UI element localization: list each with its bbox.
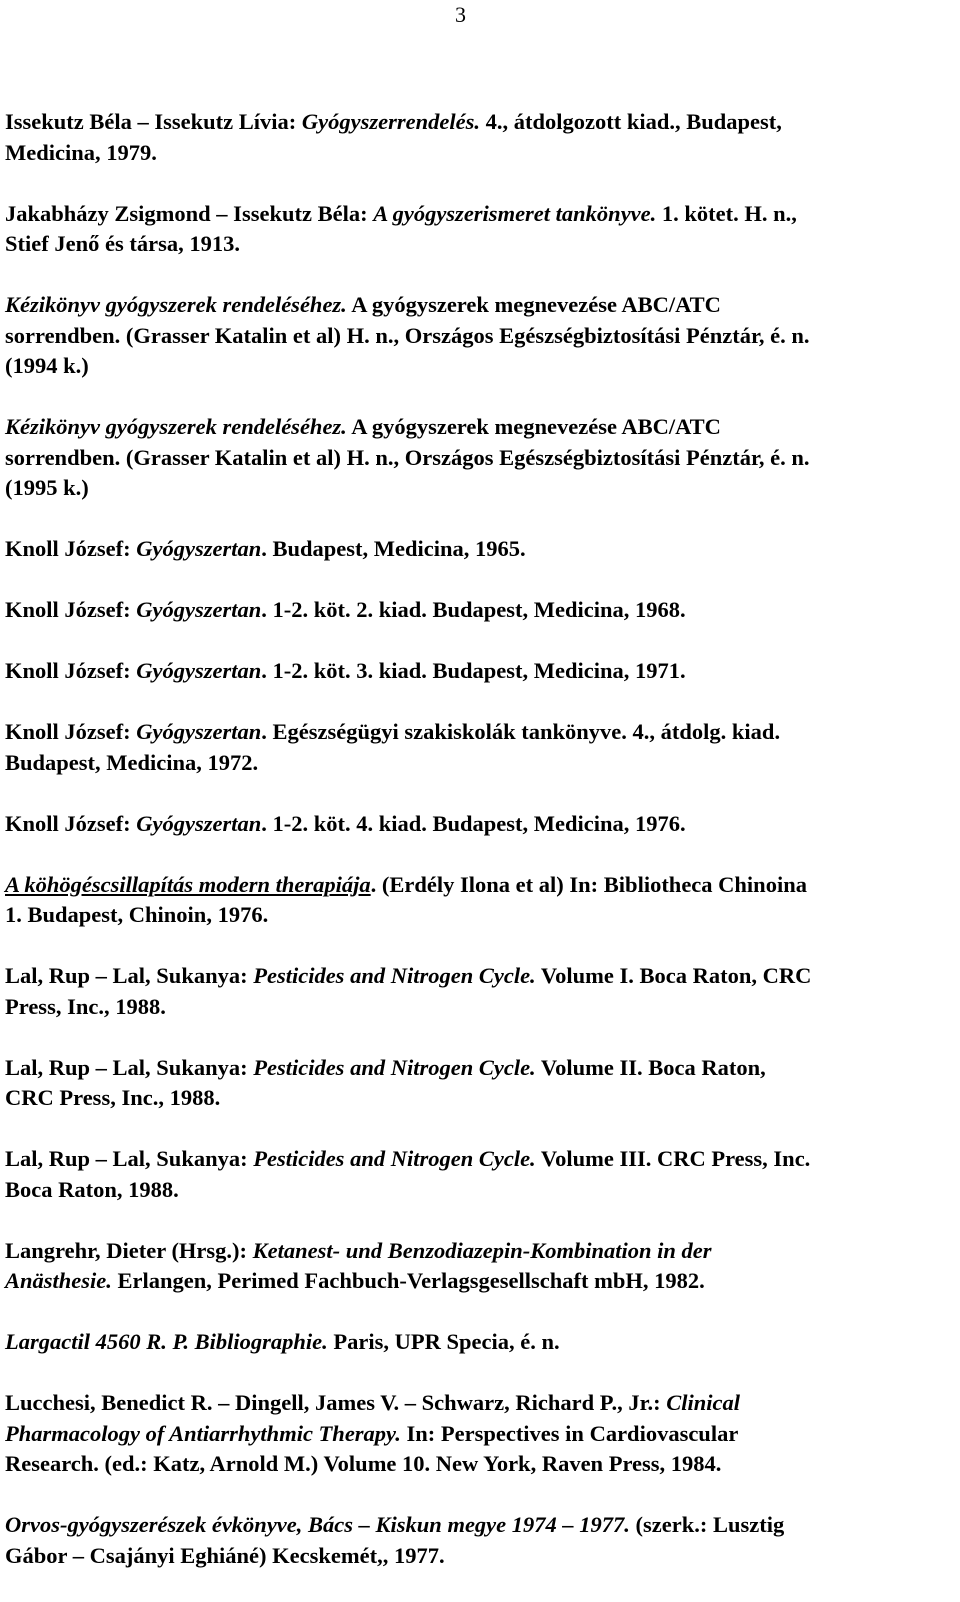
reference-entry xyxy=(5,1510,955,1571)
reference-text: Jakabházy Zsigmond – Issekutz Béla: xyxy=(5,200,374,226)
reference-text: . 1-2. köt. 2. kiad. Budapest, Medicina, 1968. xyxy=(261,597,686,622)
reference-entry xyxy=(5,1236,955,1297)
reference-text: Lucchesi, Benedict R. – Dingell, James V. – Schwarz, Richard P., Jr.: xyxy=(5,1390,667,1415)
page-number: 3 xyxy=(455,2,466,27)
reference-text: Erlangen, Perimed Fachbuch-Verlagsgesellschaft mbH, 1982. xyxy=(111,1268,705,1293)
reference-text: A köhögéscsillapítás modern therapiája xyxy=(5,871,371,897)
reference-text: Gyógyszertan xyxy=(136,810,262,836)
reference-text: Volume II. Boca Raton, CRC Press, Inc., 1988. xyxy=(5,1054,766,1110)
reference-text: Knoll József: xyxy=(5,719,137,744)
reference-text: 4., átdolgozott kiad., Budapest, Medicina, 1979. xyxy=(5,109,782,165)
reference-text: Paris, UPR Specia, é. n. xyxy=(327,1329,560,1354)
reference-text: Lal, Rup – Lal, Sukanya: xyxy=(5,1146,254,1171)
reference-text: Knoll József: xyxy=(5,810,137,836)
reference-text: Clinical Pharmacology of Antiarrhythmic Therapy. xyxy=(5,1390,741,1446)
reference-text: Kézikönyv gyógyszerek rendeléséhez. xyxy=(5,414,347,439)
reference-text: Largactil 4560 R. P. Bibliographie. xyxy=(5,1329,328,1354)
reference-entry xyxy=(5,199,955,260)
reference-text: Pesticides and Nitrogen Cycle. xyxy=(253,1146,536,1171)
reference-text: Knoll József: xyxy=(5,597,137,622)
reference-entry xyxy=(5,717,955,778)
reference-text: A gyógyszerismeret tankönyve. xyxy=(373,200,657,226)
reference-entry xyxy=(5,1053,955,1114)
reference-text: Gyógyszertan xyxy=(136,719,262,744)
reference-text: Ketanest- und Benzodiazepin-Kombination in der Anästhesie. xyxy=(5,1237,712,1293)
reference-text: Gyógyszertan xyxy=(136,658,262,683)
reference-text: . Budapest, Medicina, 1965. xyxy=(261,536,526,561)
reference-text: Orvos-gyógyszerészek évkönyve, Bács – Kiskun megye 1974 – 1977. xyxy=(5,1512,630,1537)
reference-text: . 1-2. köt. 3. kiad. Budapest, Medicina, 1971. xyxy=(261,658,686,683)
reference-text: Gyógyszertan xyxy=(136,536,262,561)
reference-entry xyxy=(5,595,955,626)
reference-text: Volume III. CRC Press, Inc. Boca Raton, 1988. xyxy=(5,1146,811,1202)
reference-text: Lal, Rup – Lal, Sukanya: xyxy=(5,1054,254,1080)
reference-text: Issekutz Béla – Issekutz Lívia: xyxy=(5,109,302,134)
reference-text: . (Erdély Ilona et al) In: Bibliotheca Chinoina 1. Budapest, Chinoin, 1976. xyxy=(5,871,807,927)
reference-text: Kézikönyv gyógyszerek rendeléséhez. xyxy=(5,292,347,317)
reference-text: Gyógyszertan xyxy=(136,597,262,622)
reference-text: Knoll József: xyxy=(5,658,137,683)
reference-text: . Egészségügyi szakiskolák tankönyve. 4., átdolg. kiad. Budapest, Medicina, 1972. xyxy=(5,719,781,775)
reference-text: A gyógyszerek megnevezése ABC/ATC sorrendben. (Grasser Katalin et al) H. n., Országos Egészségbiztosítási Pénztár, é. n. (1994 k.) xyxy=(5,292,810,378)
reference-text: In: Perspectives in Cardiovascular Research. (ed.: Katz, Arnold M.) Volume 10. New York, Raven Press, 1984. xyxy=(5,1420,739,1476)
reference-text: Lal, Rup – Lal, Sukanya: xyxy=(5,963,254,988)
reference-entry xyxy=(5,412,955,504)
reference-entry xyxy=(5,1327,955,1358)
reference-entry xyxy=(5,107,955,168)
reference-entry xyxy=(5,290,955,382)
reference-list xyxy=(5,107,955,1602)
reference-text: Pesticides and Nitrogen Cycle. xyxy=(253,1054,536,1080)
reference-entry xyxy=(5,809,955,840)
reference-entry xyxy=(5,1388,955,1480)
reference-text: 1. kötet. H. n., Stief Jenő és társa, 1913. xyxy=(5,200,797,256)
reference-entry xyxy=(5,870,955,931)
reference-text: . 1-2. köt. 4. kiad. Budapest, Medicina, 1976. xyxy=(261,810,686,836)
reference-text: Pesticides and Nitrogen Cycle. xyxy=(253,963,536,988)
reference-entry xyxy=(5,534,955,565)
reference-text: Langrehr, Dieter (Hrsg.): xyxy=(5,1237,253,1263)
reference-text: Volume I. Boca Raton, CRC Press, Inc., 1988. xyxy=(5,963,812,1019)
reference-text: Knoll József: xyxy=(5,536,137,561)
reference-entry xyxy=(5,656,955,687)
reference-text: (szerk.: Lusztig Gábor – Csajányi Eghiáné) Kecskemét,, 1977. xyxy=(5,1512,785,1568)
reference-entry xyxy=(5,1144,955,1205)
reference-text: A gyógyszerek megnevezése ABC/ATC sorrendben. (Grasser Katalin et al) H. n., Országos Egészségbiztosítási Pénztár, é. n. (1995 k.) xyxy=(5,414,810,500)
reference-text: Gyógyszerrendelés. xyxy=(301,109,480,134)
reference-entry xyxy=(5,961,955,1022)
